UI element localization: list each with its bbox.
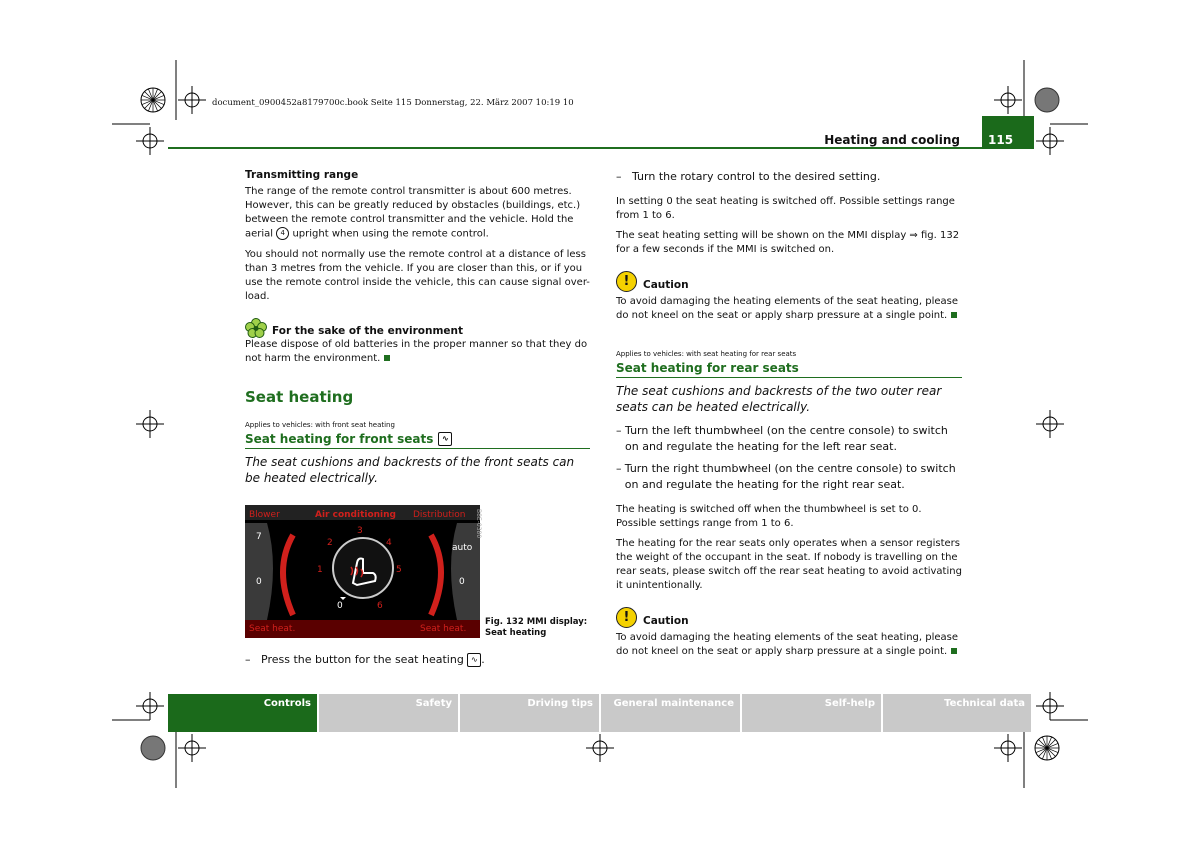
rear-paragraph-2: The heating for the rear seats only operates when a sensor registers the weight of the occupant in the seat. If nobody is travelling on the rear seats, please switch off the rear seat heating to avoid activating it unintentionally. [616, 538, 962, 591]
setting-paragraph: In setting 0 the seat heating is switched off. Possible settings range from 1 to 6. [616, 196, 955, 221]
dial-tick-1: 1 [317, 565, 323, 575]
end-mark-icon [951, 648, 957, 654]
tab-controls[interactable]: Controls [168, 694, 317, 732]
caution2-heading [616, 607, 962, 628]
mmi-display-figure [245, 505, 480, 638]
caution-icon: ! [616, 607, 637, 628]
environment-text: Please dispose of old batteries in the proper manner so that they do not harm the environment. [245, 338, 588, 364]
aerial-number-badge: 4 [276, 227, 289, 240]
seat-heat-left-label: Seat heat. [249, 624, 296, 634]
dial-tick-4: 4 [386, 538, 392, 548]
environment-heading: For the sake of the environment [272, 324, 464, 337]
figure-caption-line2: Seat heating [485, 628, 547, 638]
front-intro: The seat cushions and backrests of the front seats can be heated electrically. [245, 454, 575, 485]
caution2-text: To avoid damaging the heating elements of the seat heating, please do not kneel on the seat or apply sharp pressure at a single point. [616, 632, 959, 657]
dial-tick-2: 2 [327, 538, 333, 548]
rotary-step-text: Turn the rotary control to the desired setting. [632, 170, 881, 183]
shown-paragraph: The seat heating setting will be shown on the MMI display ⇒ fig. 132 for a few seconds if the MMI is switched on. [616, 230, 960, 255]
caution1-heading [616, 271, 962, 292]
chapter-nav [168, 694, 1031, 732]
rotary-step: – Turn the rotary control to the desired setting. [616, 170, 881, 183]
transmitting-range-paragraph [245, 185, 590, 242]
rear-intro: The seat cushions and backrests of the two outer rear seats can be heated electrically. [616, 384, 942, 414]
left-column [245, 168, 590, 486]
seat-heating-key-icon: ∿ [467, 653, 481, 667]
dial-tick-3: 3 [357, 526, 363, 536]
header-rule [168, 147, 1034, 149]
rear-step-right-text: Turn the right thumbwheel (on the centre console) to switch on and regulate the heating for the right rear seat. [624, 462, 956, 491]
front-applies-note: Applies to vehicles: with front seat heating [245, 420, 395, 429]
front-seats-heading-text: Seat heating for front seats [245, 431, 434, 446]
tab-self-help[interactable]: Self-help [742, 694, 881, 732]
front-seats-heading [245, 432, 590, 449]
right-zero-label: 0 [459, 577, 465, 587]
seat-heat-right-label: Seat heat. [420, 624, 467, 634]
caution1-title: Caution [643, 279, 689, 291]
environment-heading-row [245, 318, 590, 338]
figure-caption [485, 617, 587, 639]
rear-step-left-text: Turn the left thumbwheel (on the centre console) to switch on and regulate the heating for the left rear seat. [625, 424, 948, 453]
section-title: Heating and cooling [824, 133, 960, 147]
blower-level: 7 [256, 532, 262, 542]
transmitting-text-a: The range of the remote control transmitter is about 600 metres. However, this can be greatly reduced by obstacles (buildings, etc.) between the remote control transmitter and the vehicle. Hold the aerial [245, 186, 581, 240]
tab-technical-data[interactable]: Technical data [883, 694, 1031, 732]
caution-icon: ! [616, 271, 637, 292]
distance-paragraph: You should not normally use the remote control at a distance of less than 3 metres from the vehicle. If you are closer than this, or if you use the remote control inside the vehicle, this can cause signal over-load. [245, 248, 590, 302]
tab-general-maintenance[interactable]: General maintenance [601, 694, 740, 732]
caution1-paragraph [616, 295, 962, 323]
press-button-text: Press the button for the seat heating [261, 653, 464, 666]
dial-tick-5: 5 [396, 565, 402, 575]
distribution-label: Distribution [413, 510, 466, 520]
tab-safety[interactable]: Safety [319, 694, 458, 732]
figure-code: B8E-0380 [475, 509, 482, 539]
rear-applies-note: Applies to vehicles: with seat heating for rear seats [616, 350, 797, 358]
seat-heating-button-icon: ∿ [438, 432, 452, 446]
right-column [616, 169, 962, 665]
air-conditioning-label: Air conditioning [315, 510, 396, 520]
transmitting-text-b: upright when using the remote control. [292, 228, 489, 240]
rear-seats-heading: Seat heating for rear seats [616, 361, 962, 378]
caution2-title: Caution [643, 615, 689, 627]
transmitting-range-heading: Transmitting range [245, 169, 359, 181]
end-mark-icon [384, 355, 390, 361]
dial-tick-0: 0 [337, 601, 343, 611]
dial-tick-6: 6 [377, 601, 383, 611]
caution2-paragraph [616, 631, 962, 659]
auto-label: auto [452, 543, 473, 553]
seat-heating-title: Seat heating [245, 387, 354, 406]
rear-step-left: – Turn the left thumbwheel (on the centre console) to switch on and regulate the heating for the left rear seat. [616, 423, 962, 455]
document-info: document_0900452a8179700c.book Seite 115 Donnerstag, 22. März 2007 10:19 10 [212, 98, 574, 108]
page-number: 115 [982, 116, 1034, 149]
blower-label: Blower [249, 510, 280, 520]
rear-paragraph-1: The heating is switched off when the thumbwheel is set to 0. Possible settings range from 1 to 6. [616, 504, 922, 529]
press-button-step: – Press the button for the seat heating ∿ . [245, 653, 485, 666]
tab-driving-tips[interactable]: Driving tips [460, 694, 599, 732]
environment-paragraph [245, 338, 590, 366]
rear-step-right: – Turn the right thumbwheel (on the centre console) to switch on and regulate the heating for the right rear seat. [616, 461, 962, 493]
end-mark-icon [951, 312, 957, 318]
figure-caption-line1: Fig. 132 MMI display: [485, 617, 588, 627]
caution1-text: To avoid damaging the heating elements of the seat heating, please do not kneel on the seat or apply sharp pressure at a single point. [616, 296, 959, 321]
left-zero-label: 0 [256, 577, 262, 587]
flower-icon [245, 318, 267, 338]
